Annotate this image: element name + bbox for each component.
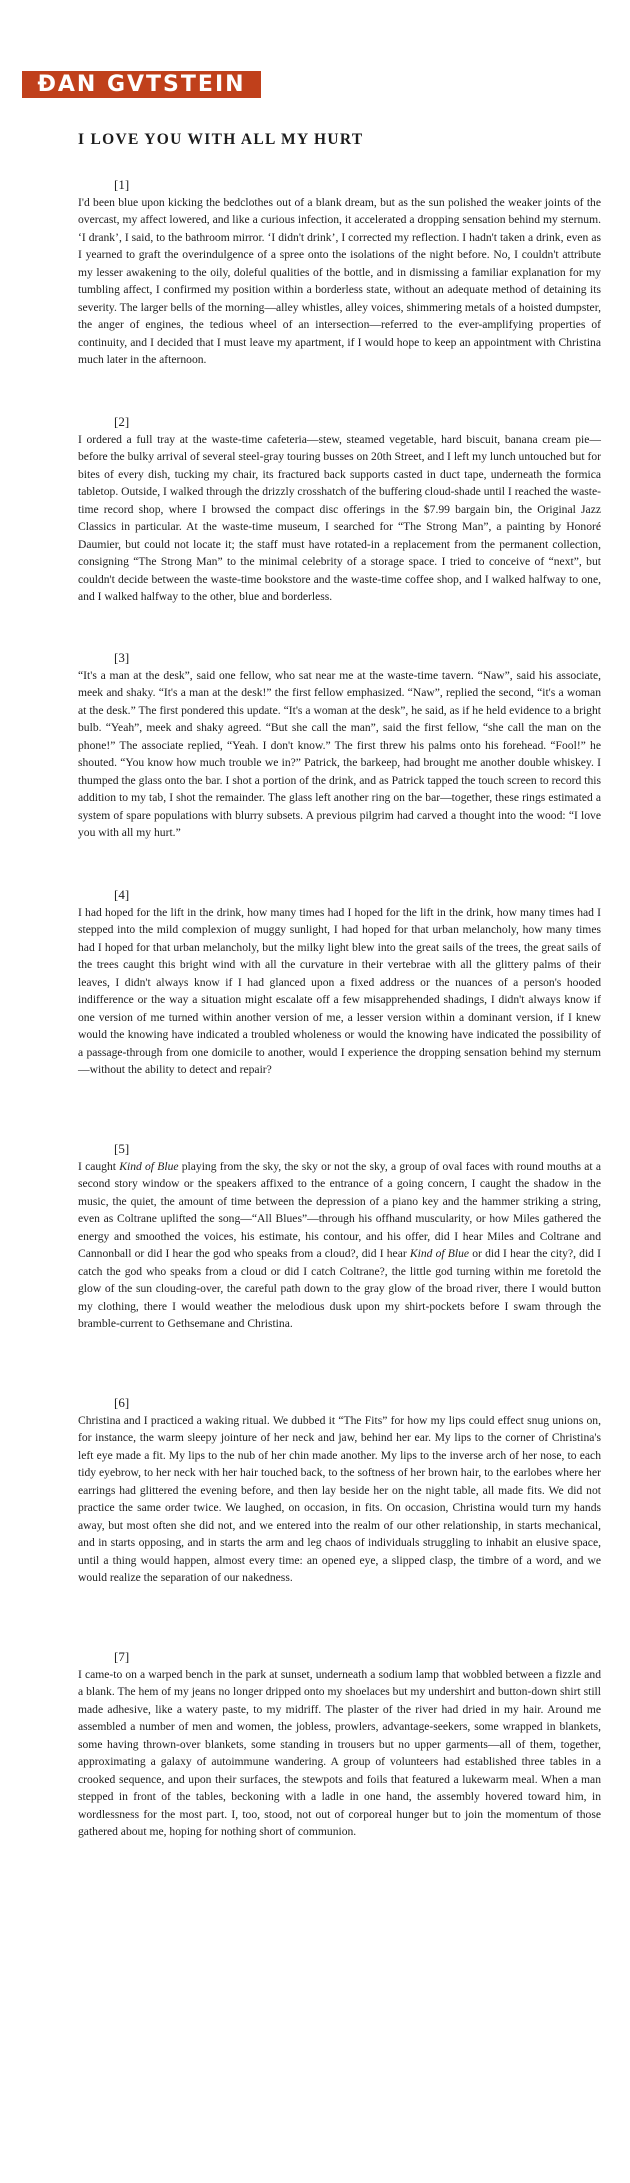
text-run: or did I hear the city?, did I catch the god who speaks from a cloud or did I catch Coltrane?, the little god turning within me foretold the glow of the sun clouding-over, the careful path down to the gray glow of the broad river, there I would button my clothing, there I would weather the melodious dusk upon my shirt-pockets before I swam through the bramble-current to Gethsemane and Christina.	[78, 1247, 602, 1331]
section-number: [4]	[114, 887, 130, 902]
section-paragraph: Christina and I practiced a waking ritual. We dubbed it “The Fits” for how my lips could effect snug unions on, for instance, the warm sleepy jointure of her neck and jaw, behind her ear. My lips to the corner of Christina's left eye made a fit. My lips to the nub of her chin made another. My lips to the inverse arch of her nose, to each tidy eyebrow, to her neck with her hair touched back, to the softness of her brown hair, to the earlobes where her earrings had glittered the evening before, and then lay beside her on the night table, all made fits. We did not practice the same order twice. We laughed, on occasion, in fits. On occasion, Christina would turn my hands away, but most often she did not, and we entered into the realm of our other relationship, in starts mechanical, and in starts opposing, and in starts the arm and leg chaos of individuals struggling to inhabit an elusive space, until a thing would happen, almost every time: an opened eye, a slipped clasp, the timbre of a word, and we would realize the separation of our nakedness.	[78, 1414, 601, 1585]
section-7	[78, 1648, 601, 1885]
logo-text: ĐAN GVTSTEIN	[37, 72, 246, 97]
section-2	[78, 413, 601, 649]
section-6	[78, 1394, 601, 1648]
section-paragraph: I came-to on a warped bench in the park at sunset, underneath a sodium lamp that wobbled between a fizzle and a blank. The hem of my jeans no longer dripped onto my shoelaces but my undershirt and button-down shirt still made adhesive, like a watery paste, to my midriff. The plaster of the river had dried in my hair. Around me assembled a number of men and women, the jobless, prowlers, advantage-seekers, some wrapped in blankets, some having thrown-over blankets, some standing in trousers but no upper garments—all of them, together, approximating a galaxy of autoimmune wandering. A group of volunteers had established three tables in a crooked sequence, and upon their surfaces, the stewpots and foils that featured a lukewarm meal. When a man stepped in front of the tables, beckoning with a ladle in one hand, the assembly hovered toward him, in wordlessness for the most part. I, too, stood, not out of corporeal hunger but to join the momentum of those gathered about me, hoping for nothing short of communion.	[78, 1668, 601, 1839]
section-number: [6]	[114, 1395, 130, 1410]
text-run: I caught	[78, 1160, 120, 1173]
section-number: [1]	[114, 177, 130, 192]
section-number: [7]	[114, 1649, 130, 1664]
section-3	[78, 649, 601, 886]
article-body	[78, 176, 601, 1885]
site-logo[interactable]	[22, 71, 261, 98]
section-paragraph: I ordered a full tray at the waste-time cafeteria—stew, steamed vegetable, hard biscuit, banana cream pie—before the bulky arrival of several steel-gray touring busses on 20th Street, and I left my lunch untouched but for bites of every dish, tucking my chair, its fractured back supports casted in duct tape, underneath the formica tabletop. Outside, I walked through the drizzly crosshatch of the buffering cloud-shade until I reached the waste-time record shop, where I browsed the compact disc offerings in the $7.99 bargain bin, the Original Jazz Classics in particular. At the waste-time museum, I searched for “The Strong Man”, a painting by Honoré Daumier, but could not locate it; the staff must have rotated-in a replacement from the permanent collection, consigning “The Strong Man” to the minimal celebrity of a storage space. I tried to conceive of “next”, but couldn't decide between the waste-time bookstore and the waste-time coffee shop, and I walked halfway to one, and I walked halfway to the other, blue and borderless.	[78, 433, 601, 604]
section-number: [2]	[114, 414, 130, 429]
section-5	[78, 1140, 601, 1394]
album-title: Kind of Blue	[409, 1247, 470, 1261]
section-number: [3]	[114, 650, 130, 665]
section-paragraph: I had hoped for the lift in the drink, how many times had I hoped for the lift in the drink, how many times had I stepped into the mild complexion of muggy sunlight, I had hoped for that urban melancholy, how many times had I hoped for that urban melancholy, but the milky light blew into the great sails of the trees, the great sails of the trees caught this bright wind with all the curvature in their vertebrae with all the glittery palms of their leaves, I didn't always know if I had glanced upon a fixed address or the nuances of a person's hooded indifference or the way a situation might escalate off a few misapprehended shadings, I didn't always know if one version of me turned within another version of me, a lesser version within a dominant version, if I knew would the knowing have indicated a troubled wholeness or would the knowing have indicated the possibility of a passage-through from one domicile to another, would I experience the dropping sensation behind my sternum—without the ability to detect and repair?	[78, 906, 601, 1077]
section-number: [5]	[114, 1141, 130, 1156]
section-paragraph: I'd been blue upon kicking the bedclothes out of a blank dream, but as the sun polished the weaker joints of the overcast, my affect lowered, and like a curious infection, it accelerated a dropping sensation behind my sternum. ‘I drank’, I said, to the bathroom mirror. ‘I didn't drink’, I corrected my reflection. I hadn't taken a drink, even as I yearned to graft the overindulgence of a spree onto the isolations of the night before. No, I couldn't attribute my lesser awakening to the oily, doleful qualities of the bottle, and in dismissing a familiar explanation for my tumbling affect, I confirmed my position within a borderless state, without an adequate method of detaining its severity. The larger bells of the morning—alley whistles, alley voices, shimmering metals of a hoisted dumpster, the anger of engines, the tedious wheel of an intersection—referred to the ever-amplifying properties of continuity, and I decided that I must leave my apartment, if I would hope to keep an appointment with Christina much later in the afternoon.	[78, 196, 601, 367]
text-run: playing from the sky, the sky or not the sky, a group of oval faces with round mouths at a second story window or the speakers affixed to the entrance of a going concern, I caught the shadow in the music, the quiet, the amount of time between the depression of a piano key and the hammer striking a string, even as Coltrane uplifted the song—“All Blues”—through his offhand muscularity, or how Miles gathered the energy and smoothed the voices, his estimate, his contour, and his offer, did I hear Miles and Coltrane and Cannonball or did I hear the god who speaks from a cloud?, did I hear	[78, 1160, 601, 1261]
section-paragraph: “It's a man at the desk”, said one fellow, who sat near me at the waste-time tavern. “Naw”, said his associate, meek and shaky. “It's a man at the desk!” the first fellow emphasized. “Naw”, replied the second, “it's a woman at the desk.” The first pondered this update. “It's a woman at the desk”, he said, as if he held evidence to a bright bulb. “Yeah”, meek and shaky agreed. “But she call the man”, said the first fellow, “she call the man on the phone!” The associate replied, “Yeah. I don't know.” The first threw his palms onto his forehead. “Fool!” he shouted. “You know how much trouble we in?” Patrick, the barkeep, had brought me another double whiskey. I thumped the glass onto the bar. I shot a portion of the drink, and as Patrick tapped the touch screen to record this addition to my tab, I shot the remainder. The glass left another ring on the bar—together, these rings estimated a system of spare populations with blurry subsets. A previous pilgrim had carved a thought into the wood: “I love you with all my hurt.”	[78, 669, 601, 840]
section-1	[78, 176, 601, 413]
section-paragraph	[78, 1158, 601, 1333]
article-title: I LOVE YOU WITH ALL MY HURT	[78, 131, 364, 148]
album-title: Kind of Blue	[119, 1160, 179, 1173]
section-4	[78, 886, 601, 1140]
